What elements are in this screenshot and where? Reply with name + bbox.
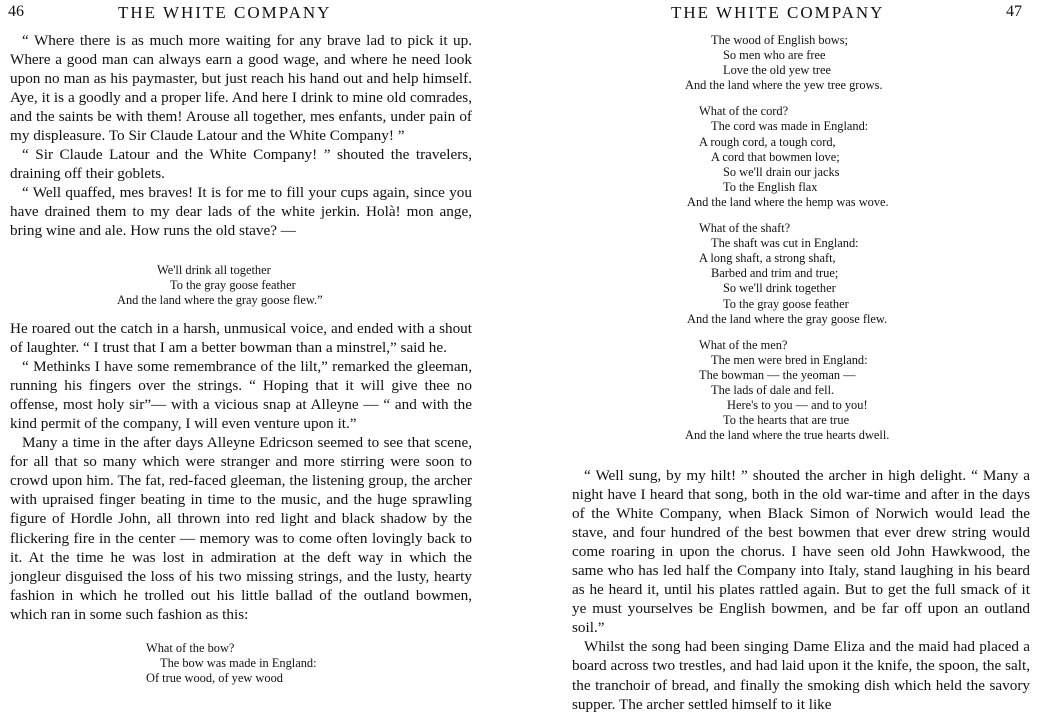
running-head: THE WHITE COMPANY (671, 3, 885, 22)
verse-line: To the gray goose feather (170, 278, 296, 293)
verse-block (146, 641, 317, 686)
right-page (540, 0, 1044, 722)
paragraph: “ Sir Claude Latour and the White Company! ” shouted the travelers, draining off their goblets. (10, 146, 472, 183)
running-head: THE WHITE COMPANY (118, 3, 332, 22)
verse-line: The shaft was cut in England: (711, 236, 859, 251)
verse-line: The men were bred in England: (711, 352, 868, 367)
paragraph: He roared out the catch in a harsh, unmusical voice, and ended with a shout of laughter. “ I trust that I am a better bowman than a minstrel,” said he. (10, 320, 472, 357)
verse-line: What of the bow? (146, 641, 235, 655)
verse-block (115, 263, 323, 308)
paragraph: “ Methinks I have some remembrance of the lilt,” remarked the gleeman, running his fingers over the strings. “ Hoping that it will give thee no offense, most holy sir”— with a vicious snap at Alleyne — “ and with the kind permit of the company, I will even venture upon it.” (10, 358, 472, 433)
paragraph: “ Well sung, by my hilt! ” shouted the archer in high delight. “ Many a night have I heard that song, both in the old war-time and after in the days of the White Company, when Black Simon of Norwich would lead the stave, and four hundred of the best bowmen that ever drew string would come roaring in upon the chorus. I have seen old John Hawkwood, the same who has led half the Company into Italy, stand laughing in his beard as he heard it, until his plates rattled again. But to get the full smack of it ye must yourselves be English bowmen, and be far off upon an outland soil.” (572, 467, 1030, 637)
verse-line: The wood of English bows; (711, 33, 848, 47)
paragraph: “ Where there is as much more waiting for any brave lad to pick it up. Where a good man can always earn a good wage, and where he need look upon no man as his paymaster, but just reach his hand out and help himself. Aye, it is a goodly and a proper life. And here I drink to mine old comrades, and the saints be with them! Arouse all together, mes enfants, under pain of my displeasure. To Sir Claude Latour and the White Company! ” (10, 32, 472, 145)
paragraph: Whilst the song had been singing Dame Eliza and the maid had placed a board across two trestles, and had laid upon it the knife, the spoon, the salt, the tranchoir of bread, and finally the smoking dish which held the savory supper. The archer settled himself to it like (572, 638, 1030, 713)
paragraph: Many a time in the after days Alleyne Edricson seemed to see that scene, for all that so many which were stranger and more stirring were soon to crowd upon him. The fat, red-faced gleeman, the listening group, the archer with upraised finger beating in time to the music, and the huge sprawling figure of Hordle John, all thrown into red light and black shadow by the flickering fire in the center — memory was to come often lovingly back to it. At the time he was lost in admiration at the deft way in which the jongleur disguised the loss of his two missing strings, and the lusty, hearty fashion in which he trolled out his little ballad of the outland bowmen, which ran in some such fashion as this: (10, 434, 472, 623)
verse-line: The bowman — the yeoman — (699, 367, 856, 382)
verse-line: And the land where the hemp was wove. (687, 194, 889, 209)
verse-line: What of the shaft? (699, 221, 791, 236)
verse-line: A rough cord, a tough cord, (699, 134, 836, 149)
verse-line: And the land where the true hearts dwell. (685, 428, 890, 443)
paragraph: “ Well quaffed, mes braves! It is for me to fill your cups again, since you have drained them to my dear lads of the white jerkin. Holà! mon ange, bring wine and ale. How runs the old stave? — (10, 184, 472, 240)
verse-line: A cord that bowmen love; (711, 149, 840, 164)
verse-line: To the gray goose feather (723, 296, 849, 311)
verse-line: The lads of dale and fell. (711, 382, 835, 397)
prose-block (572, 466, 1030, 714)
verse-line: The cord was made in England: (711, 119, 869, 134)
prose-block (10, 319, 472, 624)
verse-line: What of the cord? (699, 104, 789, 119)
verse-line: A long shaft, a strong shaft, (699, 251, 836, 266)
verse-line: And the land where the gray goose flew.” (117, 293, 323, 308)
verse-line: To the hearts that are true (723, 413, 850, 428)
left-page (0, 0, 500, 722)
verse-line: Barbed and trim and true; (711, 266, 839, 281)
stanza (685, 104, 889, 210)
verse-line: Of true wood, of yew wood (146, 671, 283, 686)
verse-line: So we'll drain our jacks (723, 164, 840, 179)
verse-line: And the land where the gray goose flew. (687, 311, 888, 326)
page-number: 47 (1006, 3, 1022, 20)
stanza (685, 33, 889, 93)
verse-line: The bow was made in England: (160, 656, 317, 671)
prose-block (10, 31, 472, 241)
verse-line: Love the old yew tree (723, 63, 832, 78)
verse-line: What of the men? (699, 337, 788, 352)
verse-line: Here's to you — and to you! (727, 398, 868, 413)
stanza (685, 338, 889, 444)
verse-block (685, 33, 889, 454)
verse-line: We'll drink all together (157, 263, 271, 277)
stanza (685, 221, 889, 327)
verse-line: To the English flax (723, 179, 818, 194)
verse-line: So men who are free (723, 48, 826, 63)
verse-line: So we'll drink together (723, 281, 836, 296)
page-number: 46 (8, 3, 24, 20)
verse-line: And the land where the yew tree grows. (685, 78, 883, 93)
